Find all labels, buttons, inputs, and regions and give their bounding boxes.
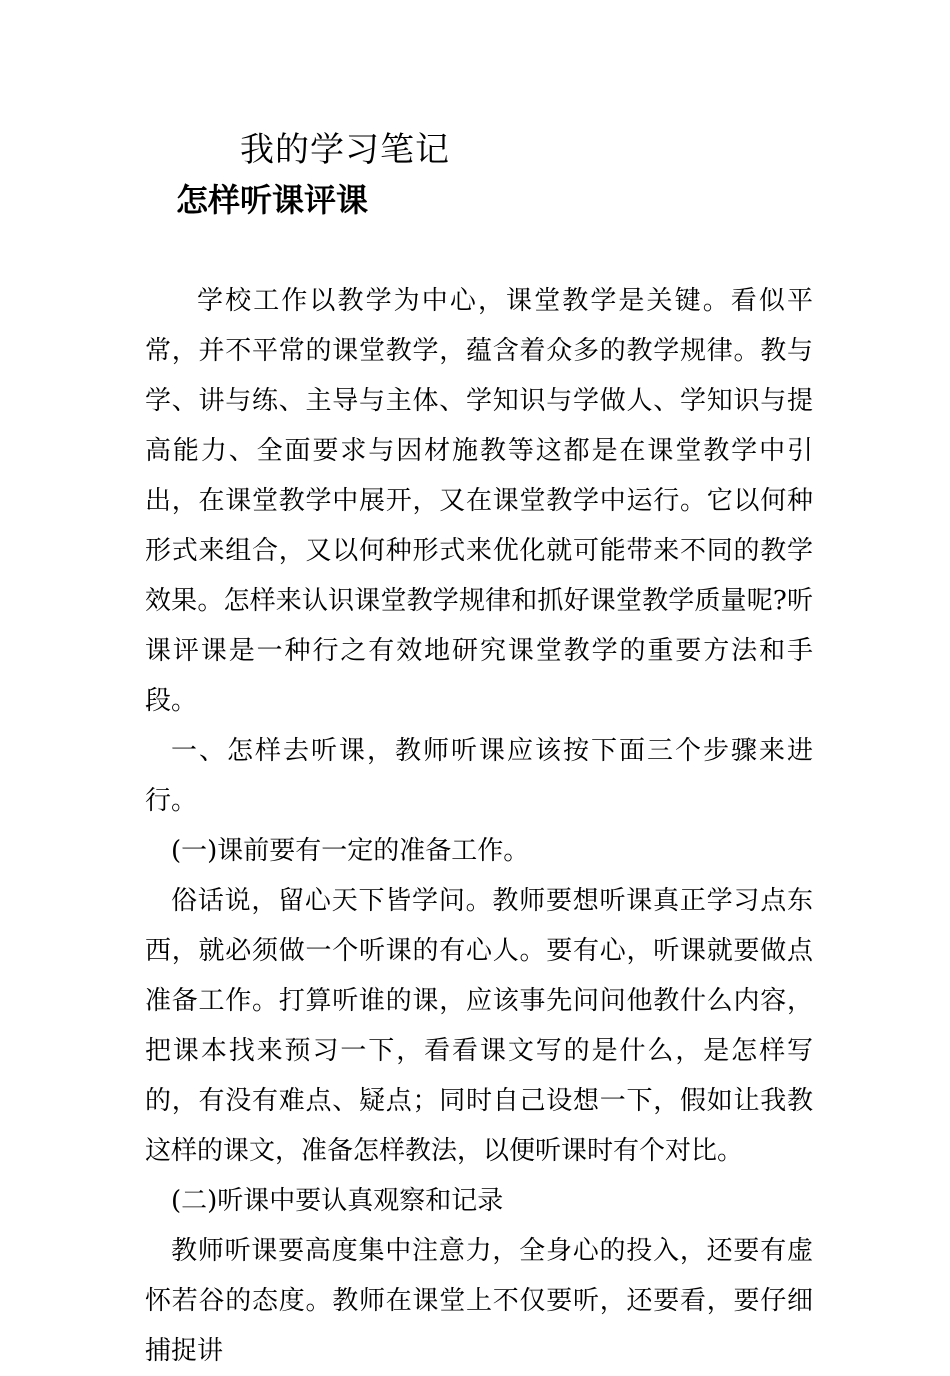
document-title: 怎样听课评课 bbox=[176, 181, 369, 219]
paragraph-intro: 学校工作以教学为中心，课堂教学是关键。看似平常，并不平常的课堂教学，蕴含着众多的教学规律。教与学、讲与练、主导与主体、学知识与学做人、学知识与提高能力、全面要求与因材施教等这都是在课堂教学中引出，在课堂教学中展开，又在课堂教学中运行。它以何种形式来组合，又以何种形式来优化就可能带来不同的教学效果。怎样来认识课堂教学规律和抓好课堂教学质量呢?听课评课是一种行之有效地研究课堂教学的重要方法和手段。 bbox=[145, 286, 813, 716]
subsection-heading-observation: (二)听课中要认真观察和记录 bbox=[171, 1186, 504, 1216]
paragraph-observation: 教师听课要高度集中注意力，全身心的投入，还要有虚怀若谷的态度。教师在课堂上不仅要听，还要看，要仔细捕捉讲 bbox=[145, 1236, 813, 1366]
paragraph-preparation: 俗话说，留心天下皆学问。教师要想听课真正学习点东西，就必须做一个听课的有心人。要有心，听课就要做点准备工作。打算听谁的课，应该事先问问他教什么内容，把课本找来预习一下，看看课文写的是什么，是怎样写的，有没有难点、疑点；同时自己设想一下，假如让我教这样的课文，准备怎样教法，以便听课时有个对比。 bbox=[145, 886, 813, 1166]
note-heading: 我的学习笔记 bbox=[240, 130, 450, 170]
section-heading-how-to-listen: 一、怎样去听课，教师听课应该按下面三个步骤来进行。 bbox=[145, 736, 813, 816]
document-body bbox=[145, 276, 813, 1376]
subsection-heading-preparation: (一)课前要有一定的准备工作。 bbox=[171, 836, 530, 866]
